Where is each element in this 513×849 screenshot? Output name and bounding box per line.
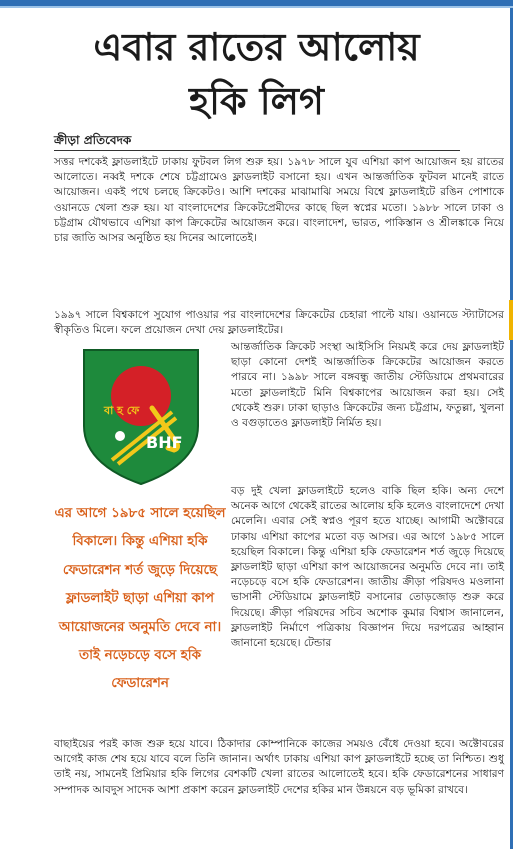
- paragraph-2: ১৯৯৭ সালে বিশ্বকাপে সুযোগ পাওয়ার পর বাংলাদেশের ক্রিকেটের চেহারা পাল্টে যায়। ওয়ানডে স্ট্যাটাসের স্বীকৃতিও মিলে। ফলে প্রয়োজন দেখা দেয় ফ্লাডলাইটের।: [54, 309, 504, 337]
- paragraph-4: বড় দুই খেলা ফ্লাডলাইটে হলেও বাকি ছিল হকি। অন্য দেশে অনেক আগে থেকেই রাতের আলোয় হকি হলেও বাংলাদেশে দেখা মেলেনি। এবার সেই স্বপ্নও পূরণ হতে যাচ্ছে। আগামী অক্টোবরে ঢাকায় এশিয়া কাপের মতো বড় আসর। এর আগে ১৯৮৫ সালে হয়েছিল বিকালে। কিন্তু এশিয়া হকি ফেডারেশন শর্ত জুড়ে দিয়েছে ফ্লাডলাইট ছাড়া এশিয়া কাপ আয়োজনের অনুমতি দেবে না। তাই নড়েচড়ে বসে হকি ফেডারেশন। জাতীয় ক্রীড়া পরিষদও মওলানা ভাসানী স্টেডিয়ামে ফ্লাডলাইট বসানোর তোড়জোড় শুরু করে দিয়েছে। ক্রীড়া পরিষদের সচিব অশোক কুমার বিশ্বাস জানালেন, ফ্লাডলাইট নির্মাণে পত্রিকায় বিজ্ঞাপন দিয়ে দরপত্রের আহ্বান জানানো হয়েছে। টেন্ডার: [231, 485, 505, 650]
- hockey-ball-icon: [115, 431, 125, 441]
- byline-rule: [54, 150, 460, 151]
- headline-line-2: হকি লিগ: [189, 78, 324, 123]
- top-accent-line: [0, 6, 513, 8]
- logo-red-sun: [111, 366, 171, 426]
- headline-line-1: এবার রাতের আলোয়: [93, 24, 420, 69]
- byline: ক্রীড়া প্রতিবেদক: [54, 133, 132, 147]
- bhf-logo: [82, 348, 200, 486]
- logo-bottom-text: BHF: [146, 433, 183, 452]
- paragraph-1: সত্তর দশকেই ফ্লাডলাইটে ঢাকায় ফুটবল লিগ শুরু হয়। ১৯৭৮ সালে যুব এশিয়া কাপ আয়োজন হয় রাতের আলোতে। নব্বই দশকে শেষে চট্টগ্রামেও ফ্লাডলাইট বসানো হয়। এখন আন্তর্জাতিক ফুটবল মানেই রাতে আয়োজন। একই পথে চলছে ক্রিকেটও। আশি দশকের মাঝামাঝি সময়ে বিশ্বে ফ্লাডলাইটে রঙিন পোশাকে ওয়ানডে খেলা শুরু হয়। যা বাংলাদেশের ক্রিকেটপ্রেমীদের কাছে ছিল স্বপ্নের মতো। ১৯৮৮ সালে ঢাকা ও চট্টগ্রাম যৌথভাবে এশিয়া কাপ ক্রিকেটের আয়োজন করে। বাংলাদেশ, ভারত, পাকিস্তান ও শ্রীলঙ্কাকে নিয়ে চার জাতি আসর অনুষ্ঠিত হয় দিনের আলোতেই।: [54, 156, 504, 245]
- headline: [0, 20, 513, 128]
- paragraph-3: আন্তর্জাতিক ক্রিকেট সংস্থা আইসিসি নিয়মই করে দেয় ফ্লাডলাইট ছাড়া কোনো দেশই আন্তর্জাতিক ক্রিকেটের আয়োজন করতে পারবে না। ১৯৯৮ সালে বঙ্গবন্ধু জাতীয় স্টেডিয়ামে প্রথমবারের মতো ফ্লাডলাইটে মিনি বিশ্বকাপের আয়োজন করা হয়। সেই থেকেই শুরু। ঢাকা ছাড়াও ক্রিকেটের জন্য চট্টগ্রাম, ফতুল্লা, খুলনা ও বগুড়াতেও ফ্লাডলাইট নির্মিত হয়।: [231, 341, 504, 430]
- pull-quote: এর আগে ১৯৮৫ সালে হয়েছিল বিকালে। কিন্তু এশিয়া হকি ফেডারেশন শর্ত জুড়ে দিয়েছে ফ্লাডলাইট ছাড়া এশিয়া কাপ আয়োজনের অনুমতি দেবে না। তাই নড়েচড়ে বসে হকি ফেডারেশন: [54, 506, 226, 692]
- right-edge-marker: [509, 300, 513, 340]
- logo-top-text: বা হ ফে: [104, 404, 140, 417]
- paragraph-5: বাছাইয়ের পরই কাজ শুরু হয়ে যাবে। ঠিকাদার কোম্পানিকে কাজের সময়ও বেঁধে দেওয়া হবে। অক্টোবরের আগেই কাজ শেষ হয়ে যাবে বলে তিনি জানান। অর্থাৎ ঢাকায় এশিয়া কাপ ফ্লাডলাইটে হচ্ছে তা নিশ্চিত। শুধু তাই নয়, সামনেই প্রিমিয়ার হকি লিগের বেশকটি খেলা রাতের আলোতেই হবে। হকি ফেডারেশনের সাধারণ সম্পাদক আবদুস সাদেক আশা প্রকাশ করেন ফ্লাডলাইট দেশের হকির মান উন্নয়নে বড় ভূমিকা রাখবে।: [54, 738, 504, 796]
